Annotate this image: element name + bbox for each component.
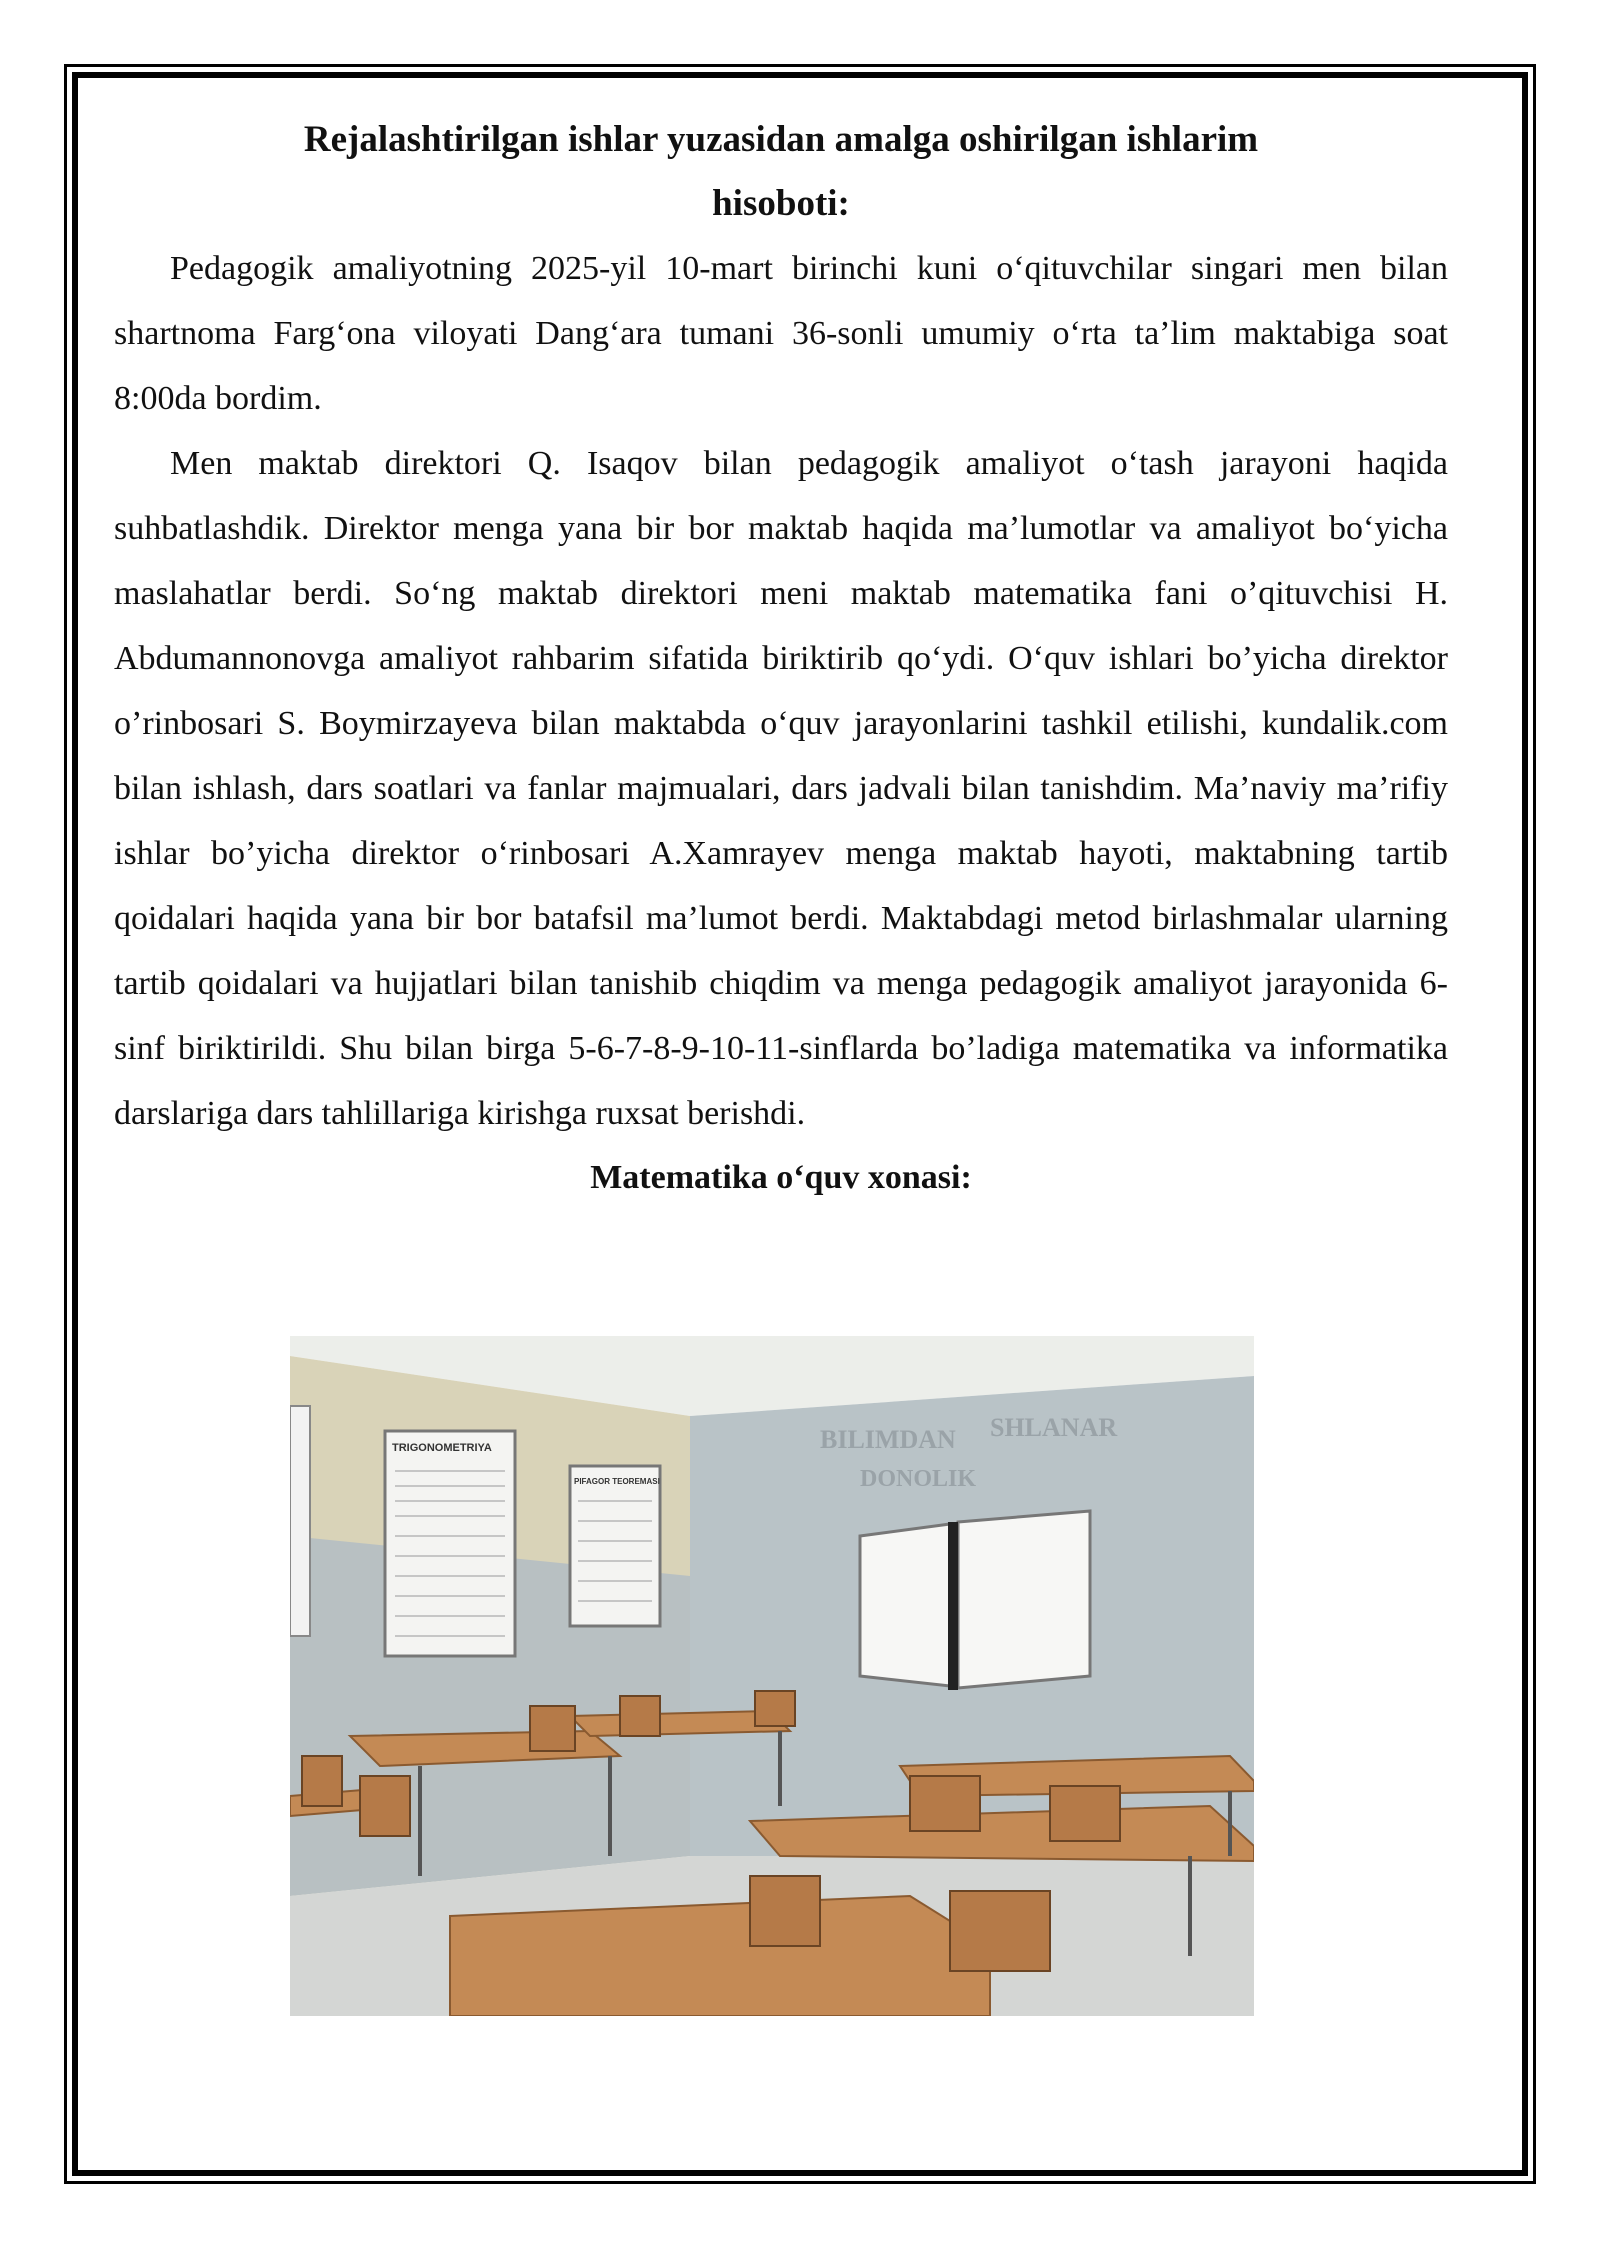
wall-slogan-line1b: SHLANAR — [990, 1413, 1118, 1442]
poster1-title: TRIGONOMETRIYA — [392, 1442, 492, 1454]
photo-caption: Matematika o‘quv xonasi: — [590, 1159, 972, 1196]
paragraph-1: Pedagogik amaliyotning 2025-yil 10-mart birinchi kuni o‘qituvchilar singari men bilan shartnoma Farg‘ona viloyati Dang‘ara tumani 36-sonli umumiy o‘rta ta’lim maktabiga soat 8:00da bordim. — [114, 250, 1448, 417]
whiteboard — [860, 1511, 1090, 1690]
paragraph-2: Men maktab direktori Q. Isaqov bilan pedagogik amaliyot o‘tash jarayoni haqida suhbatlashdik. Direktor menga yana bir bor maktab haqida ma’lumotlar va amaliyot bo‘yicha maslahatlar berdi. So‘ng maktab direktori meni maktab matematika fani o’qituvchisi H. Abdumannonovga amaliyot rahbarim sifatida biriktirib qo‘ydi. O‘quv ishlari bo’yicha direktor o’rinbosari S. Boymirzayeva bilan maktabda o‘quv jarayonlarini tashkil etilishi, kundalik.com bilan ishlash, dars soatlari va fanlar majmualari, dars jadvali bilan tanishdim. Ma’naviy ma’rifiy ishlar bo’yicha direktor o‘rinbosari A.Xamrayev menga maktab hayoti, maktabning tartib qoidalari haqida yana bir bor batafsil ma’lumot berdi. Maktabdagi metod birlashmalar ularning tartib qoidalari va hujjatlari bilan tanishib chiqdim va menga pedagogik amaliyot jarayonida 6- sinf biriktirildi. Shu bilan birga 5-6-7-8-9-10-11-sinflarda bo’ladiga matematika va informatika darslariga dars tahlillariga kirishga ruxsat berishdi. — [114, 445, 1448, 1132]
trigonometry-poster — [385, 1431, 515, 1656]
document-title-line1: Rejalashtirilgan ishlar yuzasidan amalga oshirilgan ishlarim — [303, 119, 1259, 160]
wall-slogan-line2: DONOLIK — [860, 1466, 977, 1492]
document-title-line2: hisoboti: — [712, 183, 850, 224]
wall-slogan-line1: BILIMDAN — [820, 1425, 956, 1454]
document-body — [114, 108, 1448, 1210]
classroom-photo — [290, 1336, 1254, 2016]
pythagoras-poster — [570, 1466, 660, 1626]
poster2-title: PIFAGOR TEOREMASI — [574, 1477, 660, 1486]
